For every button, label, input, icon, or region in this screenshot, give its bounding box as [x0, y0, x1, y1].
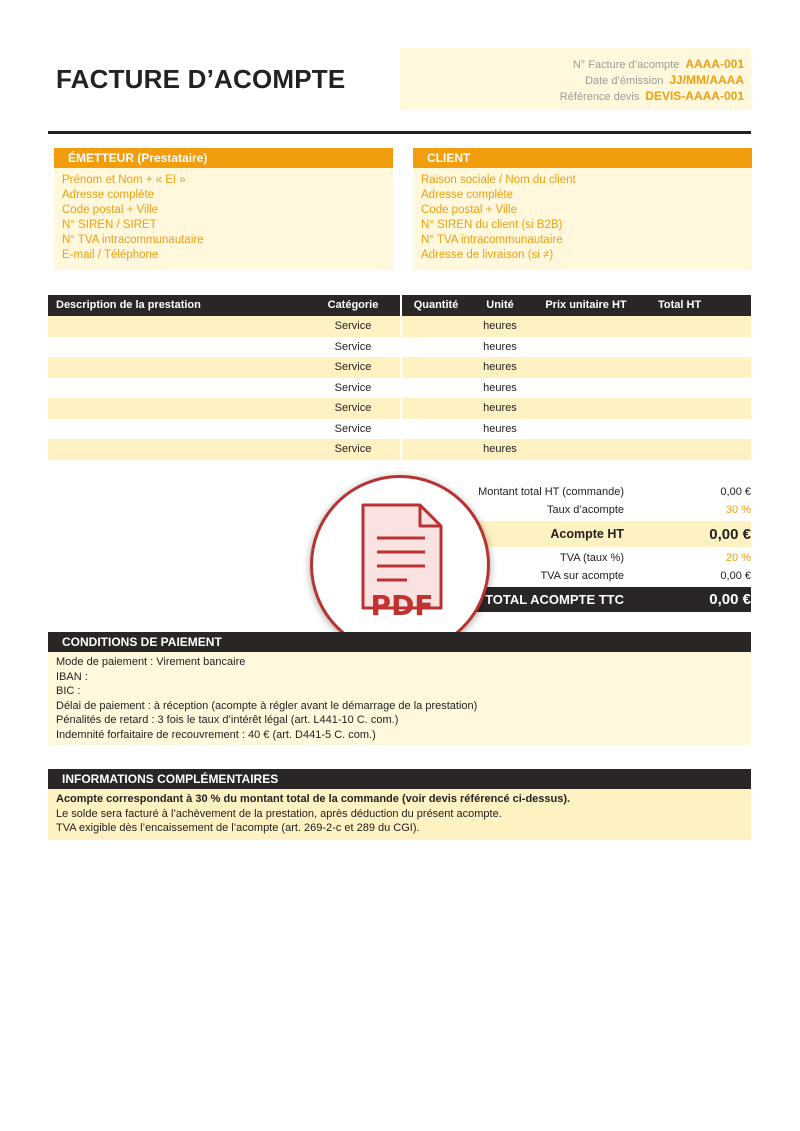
cell-unit-price[interactable] [528, 439, 644, 460]
vat-rate-label: TVA (taux %) [560, 552, 624, 564]
payment-conditions [48, 632, 751, 745]
cell-unit-price[interactable] [528, 337, 644, 358]
cell-category: Service [334, 320, 372, 332]
cell-unit-price[interactable] [528, 378, 644, 399]
cell-total [644, 439, 751, 460]
meta-value: AAAA-001 [685, 57, 744, 71]
meta-quote-reference [400, 88, 744, 104]
client-address: Adresse complète [421, 189, 514, 201]
cell-quantity[interactable] [400, 398, 472, 419]
meta-label: Référence devis [559, 91, 640, 103]
col-unit: Unité [486, 299, 514, 311]
cell-unit: heures [483, 443, 517, 455]
cell-category: Service [334, 361, 372, 373]
info-vat-note: TVA exigible dès l’encaissement de l’acompte (art. 269-2-c et 289 du CGI). [56, 822, 420, 834]
cell-description[interactable] [48, 378, 306, 399]
meta-label: N° Facture d’acompte [572, 59, 680, 71]
cell-unit: heures [483, 402, 517, 414]
cell-description[interactable] [48, 398, 306, 419]
emitter-address: Adresse complète [62, 189, 155, 201]
cell-quantity[interactable] [400, 316, 472, 337]
cell-total [644, 357, 751, 378]
cell-category: Service [334, 422, 372, 435]
cell-category: Service [334, 443, 372, 455]
cell-unit-price[interactable] [528, 357, 644, 378]
emitter-block [54, 148, 393, 270]
pdf-file-icon [313, 478, 487, 652]
emitter-heading: ÉMETTEUR (Prestataire) [54, 148, 393, 168]
emitter-contact: E-mail / Téléphone [62, 249, 159, 261]
emitter-name: Prénom et Nom + « EI » [62, 174, 186, 186]
col-category: Catégorie [327, 299, 379, 311]
client-name: Raison sociale / Nom du client [421, 174, 576, 186]
info-deposit-note: Acompte correspondant à 30 % du montant total de la commande (voir devis référencé ci-dessus). [56, 793, 571, 805]
header-divider [48, 131, 751, 134]
total-ttc-value: 0,00 € [709, 591, 751, 608]
col-total: Total HT [658, 299, 702, 311]
cell-description[interactable] [48, 316, 306, 337]
cell-quantity[interactable] [400, 337, 472, 358]
deposit-ht-label: Acompte HT [550, 527, 624, 541]
cell-total [644, 316, 751, 337]
cell-unit-price[interactable] [528, 419, 644, 440]
emitter-vat-number: N° TVA intracommunautaire [62, 234, 204, 246]
total-ht-value: 0,00 € [720, 486, 751, 498]
col-unit-price: Prix unitaire HT [545, 299, 627, 311]
services-table [48, 295, 751, 460]
payment-penalties: Pénalités de retard : 3 fois le taux d’intérêt légal (art. L441-10 C. com.) [56, 714, 399, 726]
cell-description[interactable] [48, 337, 306, 358]
total-ttc-label: TOTAL ACOMPTE TTC [485, 592, 624, 607]
deposit-ht-value: 0,00 € [709, 525, 751, 543]
col-description: Description de la prestation [56, 299, 201, 311]
cell-description[interactable] [48, 419, 306, 440]
vat-rate-value[interactable]: 20 % [725, 552, 751, 564]
info-balance-note: Le solde sera facturé à l’achèvement de la prestation, après déduction du présent acompte. [56, 807, 502, 820]
payment-delay: Délai de paiement : à réception (acompte à régler avant le démarrage de la prestation) [56, 699, 478, 712]
meta-invoice-number [400, 56, 744, 72]
cell-unit: heures [483, 361, 517, 373]
cell-total [644, 419, 751, 440]
client-heading: CLIENT [413, 148, 752, 168]
client-siren: N° SIREN du client (si B2B) [421, 219, 563, 231]
cell-total [644, 378, 751, 399]
cell-category: Service [334, 340, 372, 353]
client-delivery-address: Adresse de livraison (si ≠) [421, 249, 554, 261]
col-quantity: Quantité [413, 299, 459, 311]
invoice-meta [400, 48, 751, 110]
column-separator [400, 295, 402, 461]
cell-quantity[interactable] [400, 439, 472, 460]
cell-category: Service [334, 402, 372, 414]
vat-amount-label: TVA sur acompte [540, 570, 624, 582]
deposit-rate-value[interactable]: 30 % [725, 504, 751, 516]
client-postcode-city: Code postal + Ville [421, 204, 518, 216]
pdf-label: PDF [370, 589, 434, 622]
cell-unit: heures [483, 340, 517, 353]
page-title: FACTURE D’ACOMPTE [56, 64, 346, 94]
deposit-rate-label: Taux d’acompte [546, 504, 624, 516]
info-heading: INFORMATIONS COMPLÉMENTAIRES [48, 769, 751, 789]
cell-description[interactable] [48, 357, 306, 378]
client-block [413, 148, 752, 270]
cell-quantity[interactable] [400, 378, 472, 399]
client-vat-number: N° TVA intracommunautaire [421, 234, 563, 246]
cell-quantity[interactable] [400, 357, 472, 378]
meta-label: Date d’émission [585, 75, 664, 87]
cell-description[interactable] [48, 439, 306, 460]
vat-amount-value: 0,00 € [720, 570, 751, 582]
cell-quantity[interactable] [400, 419, 472, 440]
cell-unit: heures [483, 381, 517, 394]
payment-bic: BIC : [56, 685, 81, 697]
payment-recovery-fee: Indemnité forfaitaire de recouvrement : 40 € (art. D441-5 C. com.) [56, 728, 376, 741]
emitter-siren: N° SIREN / SIRET [62, 219, 157, 231]
cell-total [644, 337, 751, 358]
cell-category: Service [334, 381, 372, 394]
additional-information [48, 769, 751, 840]
pdf-badge[interactable] [310, 475, 490, 655]
cell-unit-price[interactable] [528, 316, 644, 337]
payment-iban: IBAN : [56, 670, 88, 683]
payment-method: Mode de paiement : Virement bancaire [56, 656, 246, 668]
payment-heading: CONDITIONS DE PAIEMENT [48, 632, 751, 652]
emitter-postcode-city: Code postal + Ville [62, 204, 159, 216]
cell-unit: heures [483, 422, 517, 435]
meta-value: JJ/MM/AAAA [669, 73, 744, 87]
cell-unit: heures [483, 320, 517, 332]
meta-value: DEVIS-AAAA-001 [645, 89, 744, 103]
meta-issue-date [400, 72, 744, 88]
total-ht-label: Montant total HT (commande) [478, 486, 624, 498]
cell-unit-price[interactable] [528, 398, 644, 419]
cell-total [644, 398, 751, 419]
